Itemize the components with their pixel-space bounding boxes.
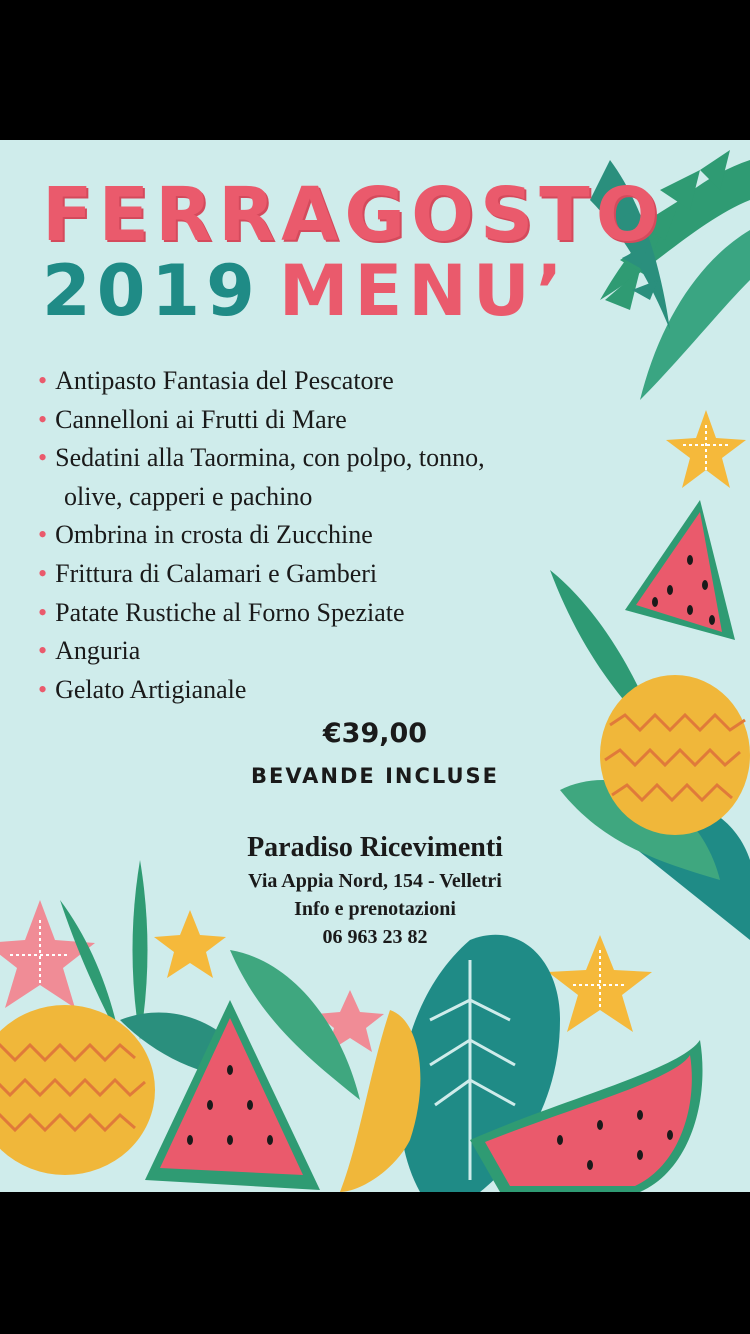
starfish-icon — [548, 935, 652, 1032]
menu-price: €39,00 — [322, 718, 428, 749]
phone-number: 06 963 23 82 — [322, 926, 428, 948]
list-item-continuation: olive, capperi e pachino — [64, 481, 313, 511]
bullet-icon: • — [38, 520, 48, 550]
list-item: • Ombrina in crosta di Zucchine — [38, 520, 373, 550]
bullet-icon: • — [38, 443, 48, 473]
list-item: • Anguria — [38, 636, 141, 666]
bullet-icon: • — [38, 558, 48, 588]
list-item: • Antipasto Fantasia del Pescatore — [38, 366, 394, 395]
bullet-icon: • — [38, 674, 48, 704]
title-menu: MENU’ — [278, 250, 569, 332]
list-item: • Frittura di Calamari e Gamberi — [38, 558, 378, 588]
bullet-icon: • — [38, 366, 48, 395]
poster-title: FERRAGOSTO — [42, 172, 665, 258]
menu-list — [38, 362, 485, 709]
drinks-included-note: BEVANDE INCLUSE — [250, 764, 500, 788]
booking-info-label: Info e prenotazioni — [294, 898, 456, 920]
bullet-icon: • — [38, 597, 48, 627]
list-item: • Patate Rustiche al Forno Speziate — [38, 597, 405, 627]
bullet-icon: • — [38, 404, 48, 434]
venue-name: Paradiso Ricevimenti — [247, 832, 503, 863]
starfish-icon — [666, 410, 746, 488]
list-item: • Sedatini alla Taormina, con polpo, tonno, — [38, 443, 485, 473]
title-year: 2019 — [42, 250, 261, 332]
bullet-icon: • — [38, 636, 48, 666]
list-item: • Gelato Artigianale — [38, 674, 247, 704]
list-item: • Cannelloni ai Frutti di Mare — [38, 404, 347, 434]
pineapple-icon — [600, 675, 750, 835]
menu-poster — [0, 140, 750, 1192]
poster-subtitle — [42, 250, 569, 332]
watermelon-slice-icon — [625, 500, 735, 640]
venue-address: Via Appia Nord, 154 - Velletri — [248, 870, 502, 892]
